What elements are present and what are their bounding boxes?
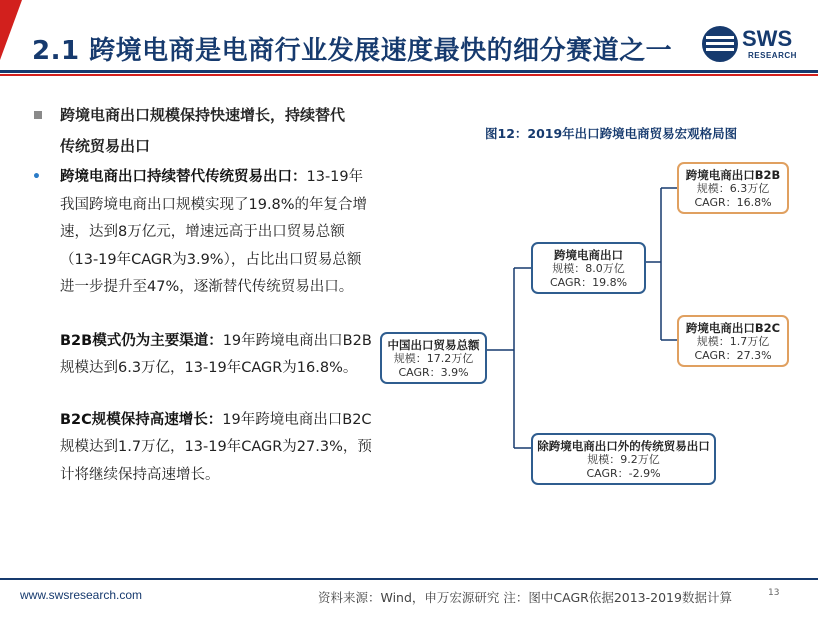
red-corner-accent xyxy=(0,0,22,60)
node-scale: 规模：1.7万亿 xyxy=(696,335,770,348)
square-bullet-icon xyxy=(34,111,42,119)
bullet-text: 13-19年我国跨境电商出口规模实现了19.8%的年复合增速，达到8万亿元，增速远高于出口贸易总额（13-19年CAGR为3.9%），占比出口贸易总额进一步提升至47%，逐渐替代传统贸易出口。 xyxy=(60,169,368,295)
main-bullet-line2: 传统贸易出口 xyxy=(60,137,151,155)
node-scale: 规模：8.0万亿 xyxy=(552,262,625,275)
node-name: 除跨境电商出口外的传统贸易出口 xyxy=(537,439,710,453)
main-bullet xyxy=(18,100,373,162)
page-number: 13 xyxy=(768,588,780,598)
dot-bullet-icon: • xyxy=(32,169,41,185)
footer-source-note: 资料来源：Wind，申万宏源研究 注：图中CAGR依据2013-2019数据计算 xyxy=(318,590,732,605)
node-cagr: CAGR：19.8% xyxy=(549,276,628,289)
hierarchy-diagram xyxy=(376,150,806,500)
logo-text: SWS xyxy=(742,26,793,51)
connector-cbec xyxy=(646,188,677,340)
node-name: 中国出口贸易总额 xyxy=(387,338,480,352)
footer-url: www.swsresearch.com xyxy=(20,588,143,602)
header xyxy=(0,0,818,84)
bullet-item xyxy=(18,328,373,383)
connector-root xyxy=(487,268,531,448)
node-b2c xyxy=(677,315,789,367)
node-cagr: CAGR：16.8% xyxy=(694,196,772,209)
node-cagr: CAGR：-2.9% xyxy=(586,467,661,480)
logo-subtext: RESEARCH xyxy=(748,51,797,60)
node-cagr: CAGR：3.9% xyxy=(398,366,469,379)
node-traditional-exports xyxy=(531,433,716,485)
node-total-exports xyxy=(380,332,487,384)
header-red-divider xyxy=(0,74,818,76)
bullet-heading: B2B模式仍为主要渠道： xyxy=(60,332,223,349)
figure-title: 图12：2019年出口跨境电商贸易宏观格局图 xyxy=(485,126,738,141)
bullet-text: 19年跨境电商出口B2B规模达到6.3万亿，13-19年CAGR为16.8%。 xyxy=(60,332,372,376)
sws-logo-icon xyxy=(700,24,740,64)
bullet-item xyxy=(18,164,373,302)
left-text-column xyxy=(18,100,373,489)
node-name: 跨境电商出口 xyxy=(554,248,623,262)
bullet-text: 19年跨境电商出口B2C规模达到1.7万亿，13-19年CAGR为27.3%，预计将继续保持高速增长。 xyxy=(60,411,372,483)
bullet-item xyxy=(18,407,373,490)
node-name: 跨境电商出口B2B xyxy=(685,168,781,182)
node-cagr: CAGR：27.3% xyxy=(694,349,772,362)
node-b2b xyxy=(677,162,789,214)
sws-logo xyxy=(700,24,810,66)
node-name: 跨境电商出口B2C xyxy=(685,321,781,335)
node-scale: 规模：9.2万亿 xyxy=(587,453,660,466)
page-title: 2.1 跨境电商是电商行业发展速度最快的细分赛道之一 xyxy=(32,36,673,66)
node-cross-border-exports xyxy=(531,242,646,294)
node-scale: 规模：6.3万亿 xyxy=(696,182,770,195)
main-bullet-line1: 跨境电商出口规模保持快速增长，持续替代 xyxy=(60,106,346,124)
bullet-heading: B2C规模保持高速增长： xyxy=(60,411,223,428)
footer-divider xyxy=(0,578,818,580)
bullet-heading: 跨境电商出口持续替代传统贸易出口： xyxy=(60,169,307,185)
node-scale: 规模：17.2万亿 xyxy=(393,352,474,365)
header-divider xyxy=(0,70,818,73)
